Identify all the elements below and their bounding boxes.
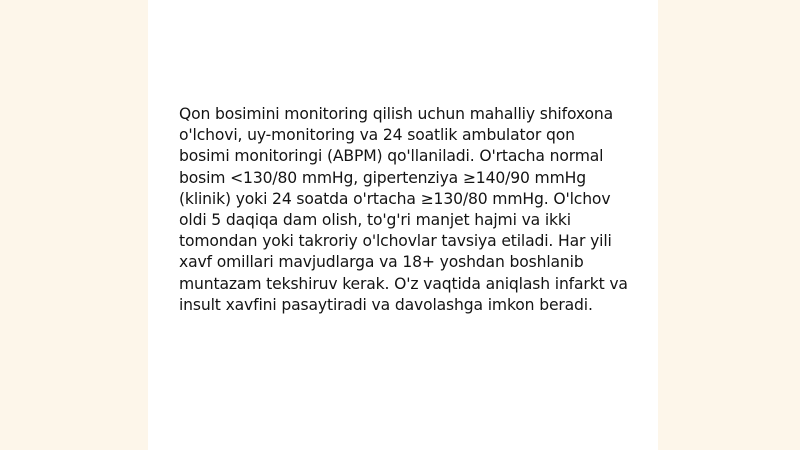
body-paragraph: Qon bosimini monitoring qilish uchun mahalliy shifoxona o'lchovi, uy-monitoring va 24 soatlik ambulator qon bosimi monitoringi (ABPM) qo'llaniladi. O'rtacha normal bosim <130/80 mmHg, gipertenziya ≥140/90 mmHg (klinik) yoki 24 soatda o'rtacha ≥130/80 mmHg. O'lchov oldi 5 daqiqa dam olish, to'g'ri manjet hajmi va ikki tomondan yoki takroriy o'lchovlar tavsiya etiladi. Har yili xavf omillari mavjudlarga va 18+ yoshdan boshlanib muntazam tekshiruv kerak. O'z vaqtida aniqlash infarkt va insult xavfini pasaytiradi va davolashga imkon beradi. [179, 105, 628, 314]
document-page [148, 0, 658, 450]
right-margin-background [658, 0, 800, 450]
left-margin-background [0, 0, 148, 450]
